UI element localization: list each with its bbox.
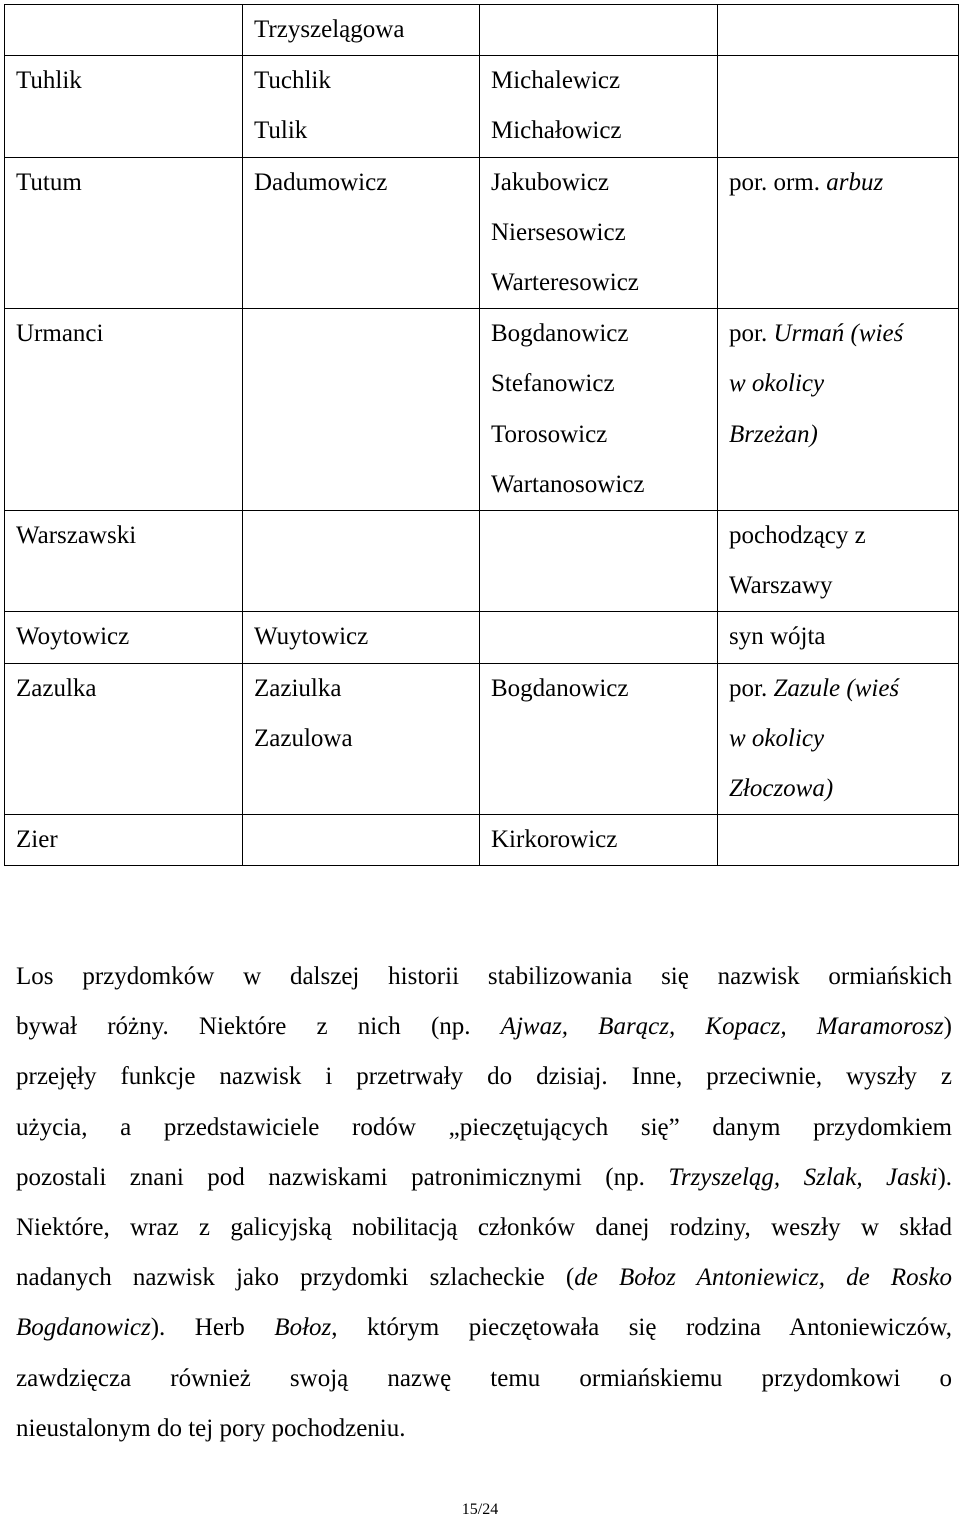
cell-line	[729, 664, 958, 714]
text: Los przydomków w dalszej historii stabilizowania się nazwisk ormiańskich	[16, 963, 952, 990]
table-cell	[5, 815, 243, 866]
cell-line: Michalewicz	[491, 67, 621, 95]
cell-line	[729, 612, 958, 662]
italic-text: Bołoz	[274, 1314, 332, 1342]
cell-line	[729, 309, 958, 359]
text: pozostali znani pod nazwiskami patronimicznymi (np.	[16, 1163, 669, 1191]
table-row	[5, 5, 959, 56]
cell-line: Tuchlik	[254, 67, 331, 95]
table-cell	[480, 612, 718, 663]
cell-line	[729, 158, 958, 208]
cell-line: Michałowicz	[491, 117, 622, 145]
cell-line	[729, 714, 958, 764]
table-cell	[5, 157, 243, 309]
cell-line: Wuytowicz	[254, 623, 369, 651]
table-row	[5, 815, 959, 866]
paragraph-line	[16, 1253, 952, 1303]
text: Warszawy	[729, 572, 833, 600]
table-cell	[243, 612, 480, 663]
cell-line: Tulik	[254, 117, 308, 145]
text: bywał różny. Niektóre z nich (np.	[16, 1013, 501, 1041]
table-cell	[243, 157, 480, 309]
table-cell	[480, 663, 718, 815]
table-cell	[243, 309, 480, 511]
italic-text: arbuz	[826, 168, 884, 196]
italic-text: Zazule (wieś	[773, 674, 900, 702]
table-cell	[5, 5, 243, 56]
table-cell	[718, 511, 959, 612]
table-cell	[718, 309, 959, 511]
text: syn wójta	[729, 623, 826, 651]
table-cell	[243, 5, 480, 56]
table-cell	[480, 5, 718, 56]
table-cell	[480, 511, 718, 612]
cell-line: Woytowicz	[16, 623, 130, 651]
cell-line: Kirkorowicz	[491, 826, 618, 854]
table-cell	[243, 56, 480, 157]
surname-table	[4, 4, 959, 866]
cell-line	[729, 410, 958, 460]
cell-line: Warszawski	[16, 522, 137, 550]
table-row	[5, 663, 959, 815]
cell-line: Zazulka	[16, 674, 97, 702]
italic-text: Brzeżan)	[729, 420, 818, 448]
table-cell	[480, 815, 718, 866]
table-cell	[718, 5, 959, 56]
table-cell	[718, 56, 959, 157]
cell-line: Urmanci	[16, 320, 104, 348]
table-cell	[718, 612, 959, 663]
table-cell	[243, 511, 480, 612]
table-row	[5, 511, 959, 612]
page-number: 15/24	[461, 1501, 499, 1518]
italic-text: Urmań (wieś	[773, 320, 904, 348]
table-row	[5, 309, 959, 511]
text: Niektóre, wraz z galicyjską nobilitacją członków danej rodziny, weszły w skład	[16, 1213, 952, 1241]
cell-line: Dadumowicz	[254, 168, 388, 196]
cell-line	[729, 764, 958, 814]
table-cell	[243, 663, 480, 815]
text: por.	[729, 674, 774, 702]
table-cell	[5, 612, 243, 663]
paragraph-line	[16, 952, 952, 1002]
paragraph-line	[16, 1303, 952, 1353]
table-cell	[5, 511, 243, 612]
cell-line: Torosowicz	[491, 420, 608, 448]
table-row	[5, 157, 959, 309]
table-cell	[718, 815, 959, 866]
italic-text: w okolicy	[729, 370, 825, 398]
cell-line: Niersesowicz	[491, 218, 626, 246]
cell-line: Warteresowicz	[491, 269, 639, 297]
paragraph-line	[16, 1354, 952, 1404]
text: , którym pieczętowała się rodzina Antoniewiczów,	[331, 1314, 952, 1342]
table-row	[5, 56, 959, 157]
text: ).	[937, 1163, 953, 1191]
text: zawdzięcza również swoją nazwę temu ormiańskiemu przydomkowi o	[16, 1364, 952, 1392]
cell-line: Zaziulka	[254, 674, 342, 702]
table-cell	[480, 56, 718, 157]
table-cell	[243, 815, 480, 866]
text: )	[943, 1013, 952, 1041]
cell-line: Zier	[16, 826, 58, 854]
paragraph-line	[16, 1103, 952, 1153]
text: por.	[729, 320, 774, 348]
cell-line: Zazulowa	[254, 724, 353, 752]
italic-text: Złoczowa)	[729, 775, 834, 803]
table-cell	[5, 56, 243, 157]
table-row	[5, 612, 959, 663]
table-cell	[480, 157, 718, 309]
body-paragraph	[16, 952, 952, 1454]
text: przejęły funkcje nazwisk i przetrwały do dzisiaj. Inne, przeciwnie, wyszły z	[16, 1063, 952, 1091]
cell-line: Bogdanowicz	[491, 320, 629, 348]
italic-text: w okolicy	[729, 724, 825, 752]
table-cell	[718, 663, 959, 815]
cell-line: Jakubowicz	[491, 168, 610, 196]
paragraph-line	[16, 1404, 952, 1454]
text: por. orm.	[729, 168, 827, 196]
cell-line: Tutum	[16, 168, 82, 196]
paragraph-line	[16, 1153, 952, 1203]
table-cell	[5, 309, 243, 511]
table-cell	[718, 157, 959, 309]
cell-line	[729, 359, 958, 409]
table-cell	[5, 663, 243, 815]
paragraph-line	[16, 1203, 952, 1253]
italic-text: Trzyszeląg, Szlak, Jaski	[668, 1163, 938, 1191]
surname-table-body	[5, 5, 959, 866]
text: użycia, a przedstawiciele rodów „pieczętujących się” danym przydomkiem	[16, 1113, 952, 1141]
text: pochodzący z	[729, 522, 866, 550]
text: ). Herb	[150, 1314, 275, 1342]
table-cell	[480, 309, 718, 511]
cell-line	[729, 511, 958, 561]
italic-text: Bogdanowicz	[16, 1314, 151, 1342]
cell-line: Trzyszelągowa	[254, 16, 405, 43]
text: nadanych nazwisk jako przydomki szlacheckie (	[16, 1264, 575, 1292]
paragraph-line	[16, 1002, 952, 1052]
cell-line: Wartanosowicz	[491, 470, 645, 498]
cell-line: Tuhlik	[16, 67, 82, 95]
cell-line: Stefanowicz	[491, 370, 615, 398]
cell-line	[729, 561, 958, 611]
italic-text: de Bołoz Antoniewicz, de Rosko	[574, 1264, 952, 1292]
cell-line: Bogdanowicz	[491, 674, 629, 702]
paragraph-line	[16, 1052, 952, 1102]
italic-text: Ajwaz, Barącz, Kopacz, Maramorosz	[500, 1013, 944, 1041]
text: nieustalonym do tej pory pochodzeniu.	[16, 1414, 406, 1442]
